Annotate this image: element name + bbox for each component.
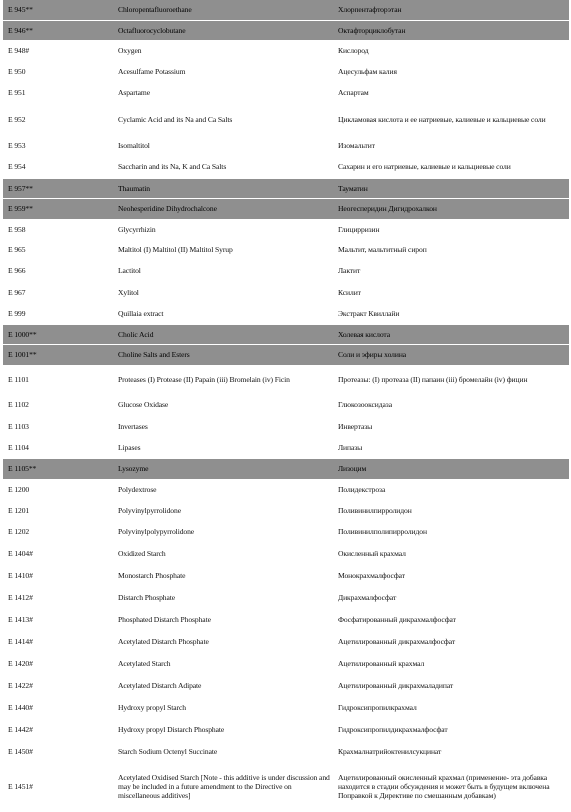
table-row — [3, 652, 569, 674]
additive-name-ru-cell: Лактит — [333, 260, 569, 281]
table-row — [3, 365, 569, 394]
additive-name-en-cell: Oxygen — [113, 40, 333, 61]
additive-name-ru-cell: Монокрахмалфосфат — [333, 564, 569, 586]
table-row — [3, 344, 569, 365]
additive-code-cell: E 1420# — [3, 652, 113, 674]
additive-name-ru-cell: Соли и эфиры холина — [333, 344, 569, 365]
additive-name-en-cell: Octafluorocyclobutane — [113, 20, 333, 40]
additive-code-cell: E 1450# — [3, 740, 113, 762]
additive-name-en-cell: Aspartame — [113, 82, 333, 103]
additive-code-cell: E 959** — [3, 198, 113, 219]
additive-code-cell: E 1410# — [3, 564, 113, 586]
additive-name-ru-cell: Мальтит, мальтитный сироп — [333, 239, 569, 260]
table-row — [3, 103, 569, 135]
additive-name-ru-cell: Сахарин и его натриевые, калиевые и кальциевые соли — [333, 155, 569, 178]
additive-name-en-cell: Hydroxy propyl Distarch Phosphate — [113, 718, 333, 740]
additive-code-cell: E 965 — [3, 239, 113, 260]
table-row — [3, 82, 569, 103]
additive-name-ru-cell: Ацетилированный окисленный крахмал (применение- эта добавка находится в стадии обсуждения и может быть в будущем включена Поправкой к Директиве по смешанным добавкам) — [333, 762, 569, 811]
additive-name-en-cell: Saccharin and its Na, K and Ca Salts — [113, 155, 333, 178]
table-row — [3, 0, 569, 20]
additive-code-cell: E 1201 — [3, 499, 113, 521]
additive-code-cell: E 1001** — [3, 344, 113, 365]
table-row — [3, 394, 569, 415]
additive-code-cell: E 1414# — [3, 630, 113, 652]
table-row — [3, 198, 569, 219]
additive-name-ru-cell: Протеазы: (I) протеаза (II) папаин (iii) бромелайн (iv) фицин — [333, 365, 569, 394]
additive-name-ru-cell: Поливинилполипирролидон — [333, 521, 569, 542]
additive-name-en-cell: Lactitol — [113, 260, 333, 281]
additive-code-cell: E 958 — [3, 219, 113, 239]
additive-name-en-cell: Monostarch Phosphate — [113, 564, 333, 586]
additive-name-ru-cell: Ацетилированный крахмал — [333, 652, 569, 674]
additive-name-en-cell: Proteases (I) Protease (II) Papain (iii) Bromelain (iv) Ficin — [113, 365, 333, 394]
additive-code-cell: E 1422# — [3, 674, 113, 696]
additive-name-en-cell: Distarch Phosphate — [113, 586, 333, 608]
table-row — [3, 415, 569, 437]
additive-code-cell: E 1202 — [3, 521, 113, 542]
additive-code-cell: E 953 — [3, 135, 113, 155]
additive-name-en-cell: Xylitol — [113, 281, 333, 303]
additive-code-cell: E 1413# — [3, 608, 113, 630]
table-row — [3, 40, 569, 61]
table-row — [3, 458, 569, 479]
additive-code-cell: E 1442# — [3, 718, 113, 740]
additive-name-ru-cell: Гидроксипропилкрахмал — [333, 696, 569, 718]
additive-name-en-cell: Chloropentafluoroethane — [113, 0, 333, 20]
additive-name-en-cell: Thaumatin — [113, 178, 333, 198]
table-row — [3, 586, 569, 608]
additive-name-en-cell: Glycyrrhizin — [113, 219, 333, 239]
table-row — [3, 239, 569, 260]
additive-name-ru-cell: Липазы — [333, 437, 569, 458]
additive-name-en-cell: Choline Salts and Esters — [113, 344, 333, 365]
additive-name-ru-cell: Аспартам — [333, 82, 569, 103]
additive-name-en-cell: Invertases — [113, 415, 333, 437]
additive-code-cell: E 999 — [3, 303, 113, 324]
table-row — [3, 260, 569, 281]
table-row — [3, 219, 569, 239]
additives-table — [3, 0, 569, 812]
additive-name-ru-cell: Ксилит — [333, 281, 569, 303]
additive-name-en-cell: Polyvinylpolypyrrolidone — [113, 521, 333, 542]
additive-name-ru-cell: Ацетилированный дикрахмалфосфат — [333, 630, 569, 652]
additive-code-cell: E 1440# — [3, 696, 113, 718]
additive-name-ru-cell: Гидроксипропилдикрахмалфосфат — [333, 718, 569, 740]
additive-name-en-cell: Oxidized Starch — [113, 542, 333, 564]
table-row — [3, 564, 569, 586]
additive-code-cell: E 952 — [3, 103, 113, 135]
additive-name-ru-cell: Глюкозооксидаза — [333, 394, 569, 415]
additive-name-ru-cell: Полидекстроза — [333, 479, 569, 499]
table-row — [3, 542, 569, 564]
additive-name-en-cell: Starch Sodium Octenyl Succinate — [113, 740, 333, 762]
table-row — [3, 499, 569, 521]
additive-code-cell: E 1102 — [3, 394, 113, 415]
table-row — [3, 135, 569, 155]
additive-name-ru-cell: Кислород — [333, 40, 569, 61]
additive-name-ru-cell: Хлорпентафторэтан — [333, 0, 569, 20]
table-row — [3, 740, 569, 762]
additive-name-ru-cell: Глицирризин — [333, 219, 569, 239]
additive-name-en-cell: Cholic Acid — [113, 324, 333, 344]
table-row — [3, 437, 569, 458]
additive-name-en-cell: Acetylated Distarch Phosphate — [113, 630, 333, 652]
additive-name-en-cell: Acetylated Distarch Adipate — [113, 674, 333, 696]
table-row — [3, 479, 569, 499]
additive-name-ru-cell: Поливинилпирролидон — [333, 499, 569, 521]
additive-name-ru-cell: Инвертазы — [333, 415, 569, 437]
additive-name-ru-cell: Цикламовая кислота и ее натриевые, калиевые и кальциевые соли — [333, 103, 569, 135]
additive-name-ru-cell: Изомальтит — [333, 135, 569, 155]
additive-code-cell: E 954 — [3, 155, 113, 178]
table-row — [3, 20, 569, 40]
table-row — [3, 718, 569, 740]
additive-code-cell: E 1404# — [3, 542, 113, 564]
additive-name-ru-cell: Октафторциклобутан — [333, 20, 569, 40]
additive-name-en-cell: Acesulfame Potassium — [113, 61, 333, 82]
additive-name-en-cell: Isomaltitol — [113, 135, 333, 155]
table-row — [3, 61, 569, 82]
additive-name-en-cell: Polydextrose — [113, 479, 333, 499]
additive-code-cell: E 1451# — [3, 762, 113, 811]
additive-name-en-cell: Lysozyme — [113, 458, 333, 479]
additive-code-cell: E 950 — [3, 61, 113, 82]
additive-code-cell: E 1200 — [3, 479, 113, 499]
additive-code-cell: E 957** — [3, 178, 113, 198]
table-row — [3, 178, 569, 198]
additive-name-ru-cell: Холевая кислота — [333, 324, 569, 344]
additive-name-en-cell: Phosphated Distarch Phosphate — [113, 608, 333, 630]
additive-name-en-cell: Neohesperidine Dihydrochalcone — [113, 198, 333, 219]
additive-name-ru-cell: Крахмалнатрийоктенилсукцинат — [333, 740, 569, 762]
additive-code-cell: E 945** — [3, 0, 113, 20]
additive-code-cell: E 946** — [3, 20, 113, 40]
additive-name-en-cell: Acetylated Oxidised Starch [Note - this additive is under discussion and may be included in a future amendment to the Directive on miscellaneous additives] — [113, 762, 333, 811]
additive-name-en-cell: Glucose Oxidase — [113, 394, 333, 415]
additive-name-ru-cell: Тауматин — [333, 178, 569, 198]
additive-code-cell: E 1412# — [3, 586, 113, 608]
additive-code-cell: E 967 — [3, 281, 113, 303]
table-row — [3, 303, 569, 324]
additive-code-cell: E 966 — [3, 260, 113, 281]
additive-name-ru-cell: Лизоцим — [333, 458, 569, 479]
additive-name-ru-cell: Неогесперидин Дигидрохалкон — [333, 198, 569, 219]
table-row — [3, 696, 569, 718]
additive-code-cell: E 1000** — [3, 324, 113, 344]
additive-name-ru-cell: Ацетилированный дикрахмаладипат — [333, 674, 569, 696]
additive-name-ru-cell: Ацесульфам калия — [333, 61, 569, 82]
additive-name-en-cell: Hydroxy propyl Starch — [113, 696, 333, 718]
additive-code-cell: E 1103 — [3, 415, 113, 437]
additive-code-cell: E 1101 — [3, 365, 113, 394]
table-row — [3, 630, 569, 652]
additive-name-ru-cell: Экстракт Квиллайи — [333, 303, 569, 324]
additive-name-en-cell: Cyclamic Acid and its Na and Ca Salts — [113, 103, 333, 135]
additive-code-cell: E 951 — [3, 82, 113, 103]
table-row — [3, 521, 569, 542]
table-row — [3, 608, 569, 630]
additive-name-ru-cell: Окисленный крахмал — [333, 542, 569, 564]
additive-name-en-cell: Maltitol (I) Maltitol (II) Maltitol Syrup — [113, 239, 333, 260]
additive-code-cell: E 1105** — [3, 458, 113, 479]
additive-name-en-cell: Lipases — [113, 437, 333, 458]
table-row — [3, 762, 569, 811]
table-row — [3, 324, 569, 344]
additive-code-cell: E 948# — [3, 40, 113, 61]
table-row — [3, 674, 569, 696]
additive-name-en-cell: Quillaia extract — [113, 303, 333, 324]
additive-name-ru-cell: Дикрахмалфосфат — [333, 586, 569, 608]
table-row — [3, 155, 569, 178]
table-row — [3, 281, 569, 303]
additives-table-body — [3, 0, 569, 811]
additive-code-cell: E 1104 — [3, 437, 113, 458]
additive-name-en-cell: Acetylated Starch — [113, 652, 333, 674]
additive-name-en-cell: Polyvinylpyrrolidone — [113, 499, 333, 521]
additive-name-ru-cell: Фосфатированный дикрахмалфосфат — [333, 608, 569, 630]
